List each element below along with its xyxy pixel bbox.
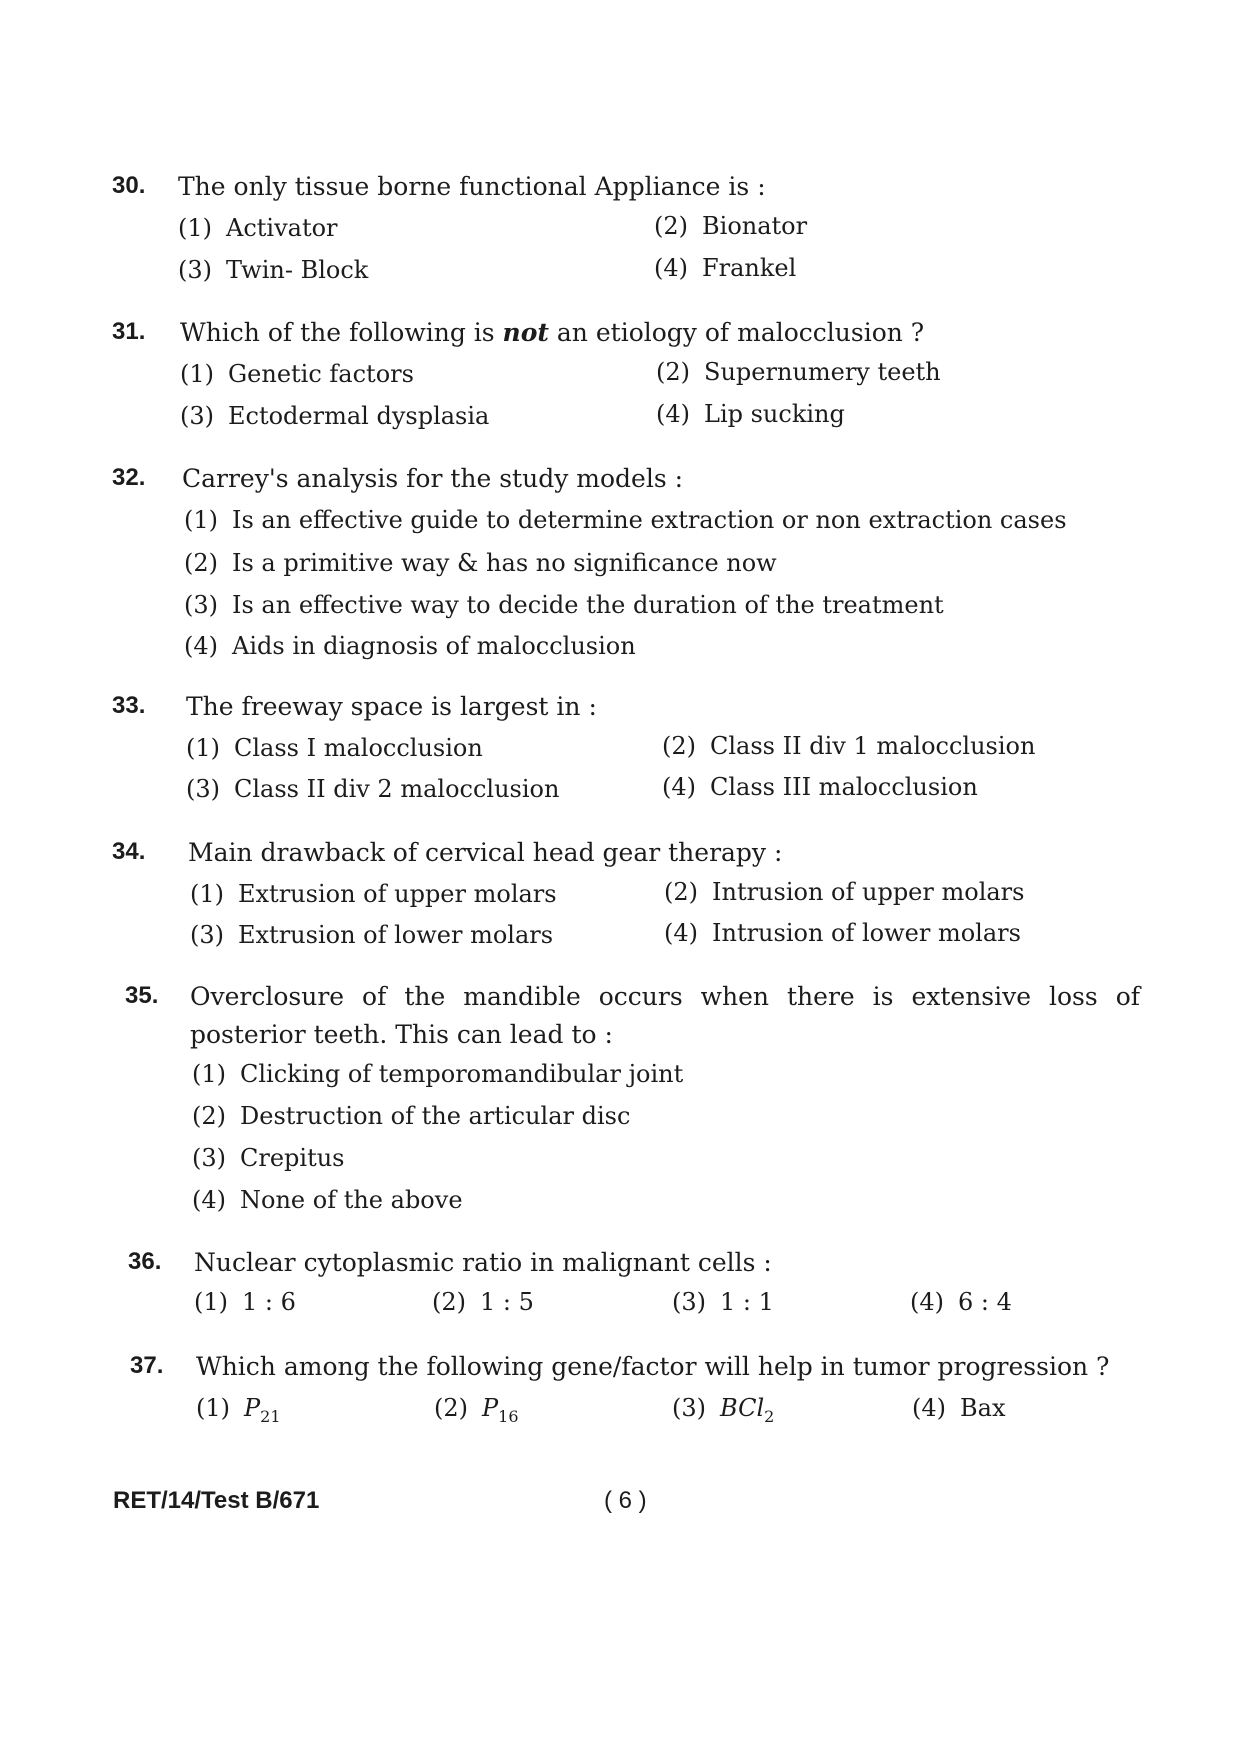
option-2: (2) 1 : 5 (432, 1288, 534, 1316)
emphasis-not: not (502, 318, 549, 347)
page-number: ( 6 ) (604, 1487, 647, 1514)
option-4: (4) 6 : 4 (910, 1288, 1012, 1316)
question-stem: Which of the following is not an etiology of malocclusion ? (180, 318, 925, 347)
option-1: (1) Extrusion of upper molars (190, 880, 557, 908)
question-number: 31. (112, 318, 146, 345)
option-2: (2) Class II div 1 malocclusion (662, 732, 1036, 760)
option-3: (3) Crepitus (192, 1144, 345, 1172)
question-stem: Overclosure of the mandible occurs when there is extensive loss of posterior teeth. This can lead to : (190, 982, 1140, 1049)
option-4: (4) Class III malocclusion (662, 773, 978, 801)
option-4: (4) Lip sucking (656, 400, 845, 428)
option-2: (2) Destruction of the articular disc (192, 1102, 631, 1130)
option-1: (1) Clicking of temporomandibular joint (192, 1060, 684, 1088)
option-2: (2) Intrusion of upper molars (664, 878, 1025, 906)
option-2: (2) $P_{16}$ (434, 1394, 519, 1426)
option-1: (1) Genetic factors (180, 360, 414, 388)
question-number: 33. (112, 692, 146, 719)
option-4: (4) Frankel (654, 254, 797, 282)
question-number: 30. (112, 172, 146, 199)
question-stem: Main drawback of cervical head gear therapy : (188, 838, 783, 867)
option-1: (1) 1 : 6 (194, 1288, 296, 1316)
option-3: (3) 1 : 1 (672, 1288, 774, 1316)
question-number: 37. (130, 1352, 164, 1379)
option-2: (2) Bionator (654, 212, 808, 240)
option-4: (4) Bax (912, 1394, 1006, 1422)
test-code: RET/14/Test B/671 (113, 1487, 320, 1514)
question-stem: Which among the following gene/factor will help in tumor progression ? (196, 1352, 1110, 1381)
option-1: (1) Class I malocclusion (186, 734, 483, 762)
option-1: (1) $P_{21}$ (196, 1394, 281, 1426)
option-1: (1) Is an effective guide to determine extraction or non extraction cases (184, 506, 1067, 534)
option-4: (4) Intrusion of lower molars (664, 919, 1021, 947)
option-3: (3) Extrusion of lower molars (190, 921, 554, 949)
option-3: (3) Ectodermal dysplasia (180, 402, 490, 430)
option-4: (4) None of the above (192, 1186, 463, 1214)
question-number: 32. (112, 464, 146, 491)
option-3: (3) Class II div 2 malocclusion (186, 775, 560, 803)
option-3: (3) Is an effective way to decide the duration of the treatment (184, 591, 944, 619)
question-stem: The only tissue borne functional Appliance is : (178, 172, 766, 201)
option-3: (3) BCl$_2$ (672, 1394, 775, 1426)
question-number: 36. (128, 1248, 162, 1275)
question-stem: Nuclear cytoplasmic ratio in malignant cells : (194, 1248, 772, 1277)
option-2: (2) Is a primitive way & has no significance now (184, 549, 777, 577)
question-stem: The freeway space is largest in : (186, 692, 597, 721)
option-4: (4) Aids in diagnosis of malocclusion (184, 632, 636, 660)
question-number: 35. (125, 982, 159, 1009)
option-1: (1) Activator (178, 214, 338, 242)
option-2: (2) Supernumery teeth (656, 358, 941, 386)
question-stem: Carrey's analysis for the study models : (182, 464, 684, 493)
option-3: (3) Twin- Block (178, 256, 369, 284)
question-number: 34. (112, 838, 146, 865)
